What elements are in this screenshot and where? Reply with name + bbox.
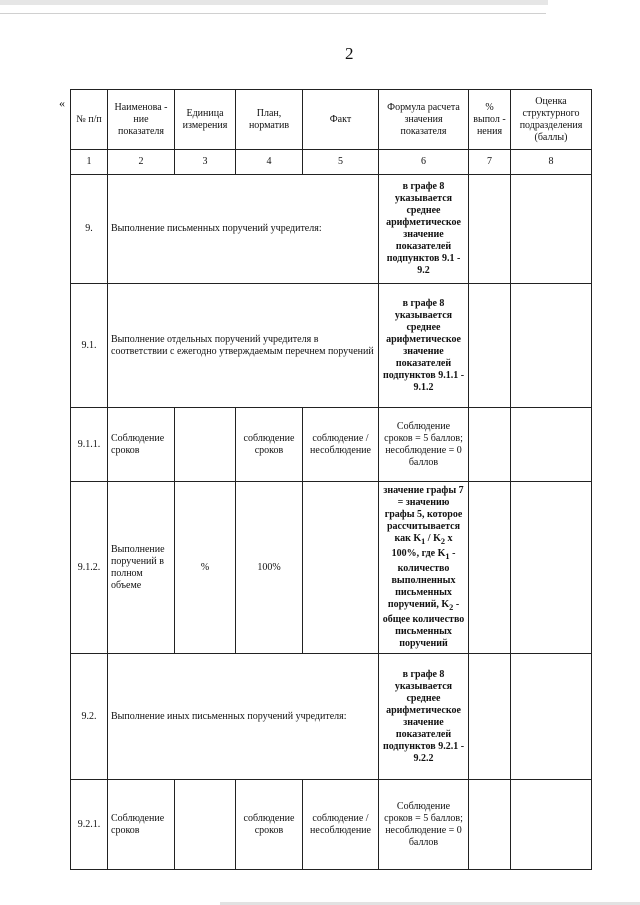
row-number: 9. [71, 175, 108, 284]
formula-text: значение графы 7 = значению графы 5, которое рассчитывается как K [383, 485, 464, 544]
row-fact: соблюдение / несоблюдение [303, 408, 379, 482]
formula-text: - общее количество письменных поручений [382, 599, 465, 649]
row-plan: соблюдение сроков [236, 408, 303, 482]
row-plan: соблюдение сроков [236, 780, 303, 870]
page-number: 2 [345, 44, 354, 63]
row-number: 9.2.1. [71, 780, 108, 870]
header-plan: План, норматив [236, 90, 303, 150]
header-formula: Формула расчета значения показателя [379, 90, 469, 150]
column-number: 7 [469, 150, 511, 175]
row-fact [303, 482, 379, 654]
column-number: 6 [379, 150, 469, 175]
row-formula: Соблюдение сроков = 5 баллов; несоблюдение = 0 баллов [379, 780, 469, 870]
formula-text: - количество выполненных письменных поручений, K [387, 548, 456, 610]
opening-quote-mark: « [59, 96, 65, 110]
row-fact: соблюдение / несоблюдение [303, 780, 379, 870]
column-number: 2 [108, 150, 175, 175]
row-name: Соблюдение сроков [108, 408, 175, 482]
column-number-row [71, 150, 592, 175]
row-score [511, 482, 592, 654]
row-number: 9.1.2. [71, 482, 108, 654]
table-row [71, 284, 592, 408]
header-name: Наименова - ние показателя [108, 90, 175, 150]
column-number: 5 [303, 150, 379, 175]
row-formula: в графе 8 указывается среднее арифметическое значение показателей подпунктов 9.1 - 9.2 [379, 175, 469, 284]
row-percent [469, 482, 511, 654]
header-percent: % выпол - нения [469, 90, 511, 150]
row-name: Выполнение поручений в полном объеме [108, 482, 175, 654]
table-row [71, 175, 592, 284]
row-percent [469, 175, 511, 284]
table-header-row [71, 90, 592, 150]
formula-subscript: 1 [445, 552, 450, 561]
column-number: 1 [71, 150, 108, 175]
header-fact: Факт [303, 90, 379, 150]
row-score [511, 654, 592, 780]
table-row [71, 408, 592, 482]
scan-edge-top [0, 0, 548, 5]
row-unit [175, 408, 236, 482]
row-number: 9.1.1. [71, 408, 108, 482]
header-unit: Единица измерения [175, 90, 236, 150]
table-row [71, 780, 592, 870]
row-formula: Соблюдение сроков = 5 баллов; несоблюдение = 0 баллов [379, 408, 469, 482]
column-number: 3 [175, 150, 236, 175]
row-name: Соблюдение сроков [108, 780, 175, 870]
row-name: Выполнение письменных поручений учредителя: [108, 175, 379, 284]
row-percent [469, 284, 511, 408]
row-unit: % [175, 482, 236, 654]
column-number: 8 [511, 150, 592, 175]
row-score [511, 175, 592, 284]
formula-subscript: 2 [440, 537, 446, 546]
row-score [511, 284, 592, 408]
row-name: Выполнение отдельных поручений учредителя в соответствии с ежегодно утверждаемым перечнем поручений [108, 284, 379, 408]
row-plan: 100% [236, 482, 303, 654]
formula-subscript: 2 [449, 603, 454, 612]
table-row [71, 654, 592, 780]
row-number: 9.2. [71, 654, 108, 780]
column-number: 4 [236, 150, 303, 175]
row-score [511, 408, 592, 482]
row-score [511, 780, 592, 870]
table-row [71, 482, 592, 654]
row-percent [469, 780, 511, 870]
row-formula: в графе 8 указывается среднее арифметическое значение показателей подпунктов 9.2.1 - 9.2.2 [379, 654, 469, 780]
formula-text: x 100%, где K [391, 533, 453, 559]
row-name: Выполнение иных письменных поручений учредителя: [108, 654, 379, 780]
row-formula [379, 482, 469, 654]
formula-text: / K [425, 533, 441, 544]
scan-line-top [0, 13, 546, 14]
formula-subscript: 1 [421, 537, 426, 546]
header-score: Оценка структурного подразделения (баллы) [511, 90, 592, 150]
row-formula: в графе 8 указывается среднее арифметическое значение показателей подпунктов 9.1.1 - 9.1.2 [379, 284, 469, 408]
row-percent [469, 408, 511, 482]
header-num: № п/п [71, 90, 108, 150]
row-percent [469, 654, 511, 780]
row-unit [175, 780, 236, 870]
indicators-table [70, 89, 592, 870]
row-number: 9.1. [71, 284, 108, 408]
